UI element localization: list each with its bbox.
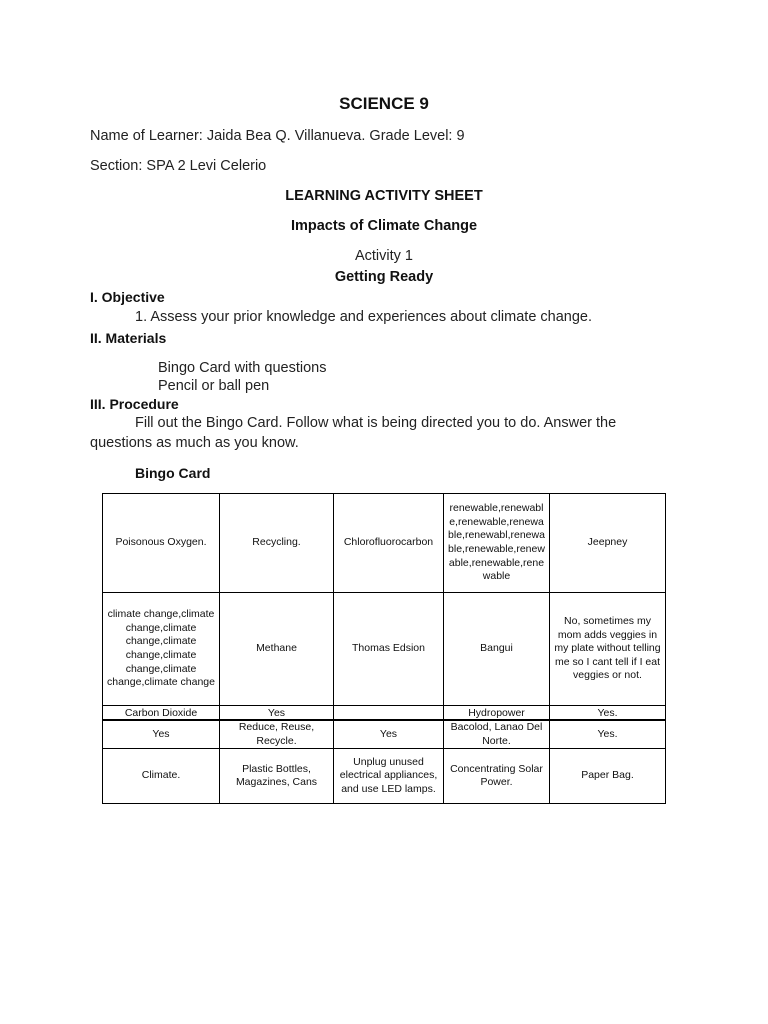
bingo-cell: No, sometimes my mom adds veggies in my plate without telling me so I cant tell if I eat veggies or not. — [550, 593, 666, 706]
activity-label: Activity 1 — [354, 248, 413, 264]
page-title: SCIENCE 9 — [339, 94, 429, 113]
bingo-cell: Bangui — [444, 593, 550, 706]
table-row — [103, 593, 666, 706]
bingo-cell: Yes — [103, 720, 220, 749]
bingo-cell: Plastic Bottles, Magazines, Cans — [220, 749, 334, 804]
activity-title: Getting Ready — [334, 269, 434, 285]
section-line: Section: SPA 2 Levi Celerio — [90, 158, 267, 174]
bingo-cell: Poisonous Oxygen. — [103, 494, 220, 593]
bingo-cell: Concentrating Solar Power. — [444, 749, 550, 804]
bingo-cell — [334, 706, 444, 721]
bingo-cell: Yes. — [550, 706, 666, 721]
bingo-cell: renewable,renewable,renewable,renewable,renewabl,renewable,renewable,renewable,renewable,renewable — [444, 494, 550, 593]
bingo-cell: Recycling. — [220, 494, 334, 593]
materials-item: Pencil or ball pen — [158, 378, 270, 394]
bingo-cell: climate change,climate change,climate change,climate change,climate change,climate change,climate change — [103, 593, 220, 706]
objective-item: 1. Assess your prior knowledge and experiences about climate change. — [135, 309, 593, 325]
bingo-card-table — [102, 493, 666, 804]
bingo-cell: Chlorofluorocarbon — [334, 494, 444, 593]
procedure-text: Fill out the Bingo Card. Follow what is being directed you to do. Answer the — [135, 415, 617, 431]
bingo-cell: Thomas Edsion — [334, 593, 444, 706]
objective-heading: I. Objective — [90, 289, 165, 305]
materials-heading: II. Materials — [90, 330, 167, 346]
table-row — [103, 749, 666, 804]
table-row — [103, 494, 666, 593]
procedure-text: questions as much as you know. — [90, 435, 299, 451]
bingo-cell: Paper Bag. — [550, 749, 666, 804]
bingo-cell: Reduce, Reuse, Recycle. — [220, 720, 334, 749]
bingo-cell: Yes. — [550, 720, 666, 749]
sheet-topic: Impacts of Climate Change — [290, 218, 478, 234]
bingo-cell: Bacolod, Lanao Del Norte. — [444, 720, 550, 749]
procedure-heading: III. Procedure — [90, 396, 179, 412]
bingo-cell: Jeepney — [550, 494, 666, 593]
bingo-card-heading: Bingo Card — [135, 465, 211, 481]
bingo-cell: Hydropower — [444, 706, 550, 721]
sheet-heading: LEARNING ACTIVITY SHEET — [285, 188, 483, 204]
materials-item: Bingo Card with questions — [158, 360, 327, 376]
learner-name-line: Name of Learner: Jaida Bea Q. Villanueva. Grade Level: 9 — [90, 128, 465, 144]
table-row — [103, 720, 666, 749]
bingo-cell: Unplug unused electrical appliances, and use LED lamps. — [334, 749, 444, 804]
bingo-cell: Carbon Dioxide — [103, 706, 220, 721]
table-row — [103, 706, 666, 721]
bingo-cell: Yes — [220, 706, 334, 721]
bingo-cell: Climate. — [103, 749, 220, 804]
bingo-cell: Yes — [334, 720, 444, 749]
bingo-cell: Methane — [220, 593, 334, 706]
